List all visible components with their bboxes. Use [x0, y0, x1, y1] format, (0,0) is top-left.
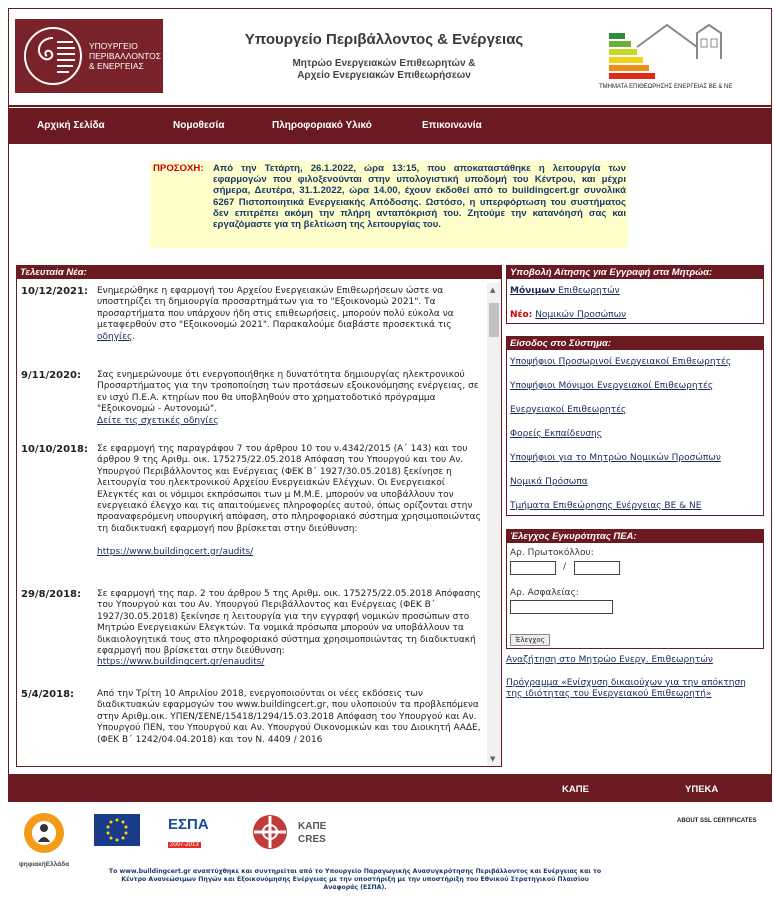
news-date: 29/8/2018:	[21, 589, 82, 600]
insurance-label: Αρ. Ασφαλείας:	[510, 588, 579, 598]
ministry-logo[interactable]	[15, 19, 163, 93]
protocol-number-input[interactable]	[510, 561, 556, 575]
news-text: Ενημερώθηκε η εφαρμογή του Αρχείου Ενεργειακών Επιθεωρήσεων ώστε να υποστηρίζει τη δημιουργία προσαρτημάτων για το "Εξοικονομώ 2021". Τα προσαρτήματα που υπάρχουν ήδη στις επιθεωρήσεις, μπορούν πολύ εύκολα να μεταφερθούν στο "Εξοικονομώ 2021". Παρακαλούμε διαβάστε προσεκτικά τις	[97, 286, 454, 331]
site-title: Υπουργείο Περιβάλλοντος & Ενέργειας	[244, 31, 524, 48]
news-date: 10/10/2018:	[21, 444, 88, 455]
footer-bar	[9, 774, 771, 802]
kape-cres-logo	[250, 812, 330, 852]
news-scrollbar[interactable]	[487, 283, 501, 766]
permanent-rest: Επιθεωρητών	[555, 286, 620, 296]
digital-greece-label: ψηφιακήΕλλάδα	[18, 861, 70, 868]
header	[9, 9, 771, 107]
news-body	[97, 286, 483, 343]
validity-check-title: Έλεγχος Εγκυρότητας ΠΕΑ:	[507, 530, 763, 544]
footer-text: Το www.buildingcert.gr αναπτύχθηκε και συντηρείται από το Υπουργείο Παραγωγικής Ανασυγκρότησης Περιβάλλοντος και Ενέργειας και το Κέντρο Ανανεώσιμων Πηγών και Εξοικονόμησης Ενέργειας με την υποστήριξη με την υποστήριξη του Εθνικού Στρατηγικού Πλαισίου Αναφοράς (ΕΣΠΑ).	[108, 868, 602, 891]
program-link[interactable]: Πρόγραμμα «Ενίσχυση δικαιούχων για την απόκτηση της ιδιότητας του Ενεργειακού Επιθεωρητή»	[506, 678, 746, 699]
news-link[interactable]: https://www.buildingcert.gr/audits/	[97, 546, 254, 557]
protocol-separator: /	[563, 562, 567, 572]
news-link[interactable]: Δείτε τις σχετικές οδηγίες	[97, 415, 219, 426]
logo-text-line: ΠΕΡΙΒΑΛΛΟΝΤΟΣ	[89, 51, 162, 61]
search-registry-link[interactable]: Αναζήτηση στο Μητρώο Ενεργ. Επιθεωρητών	[506, 655, 713, 665]
insurance-number-input[interactable]	[510, 600, 613, 614]
news-tail: .	[132, 331, 136, 342]
logo-text-line: & ΕΝΕΡΓΕΙΑΣ	[89, 61, 144, 71]
page-frame	[8, 8, 772, 802]
main-nav	[9, 108, 771, 144]
login-link[interactable]: Νομικά Πρόσωπα	[510, 477, 588, 487]
energy-rating-icon	[597, 19, 767, 83]
permanent-bold: Μόνιμων	[510, 286, 556, 296]
espa-years: 2007-2013	[170, 842, 199, 848]
eu-flag-logo	[94, 814, 140, 846]
registration-panel	[506, 265, 764, 324]
logo-text-line: ΥΠΟΥΡΓΕΙΟ	[89, 41, 138, 51]
news-link[interactable]: οδηγίες	[97, 331, 133, 342]
kape-icon	[250, 812, 290, 852]
news-date: 10/12/2021:	[21, 286, 88, 297]
news-list	[19, 282, 485, 766]
protocol-year-input[interactable]	[574, 561, 620, 575]
digital-greece-icon	[14, 810, 74, 856]
news-body: Από την Τρίτη 10 Απριλίου 2018, ενεργοποιούνται οι νέες εκδόσεις των διαδικτυακών εφαρμογών του www.buildingcert.gr, που υλοποιούν τα προβλεπόμενα στην Αριθμ.οικ. ΥΠΕΝ/ΣΕΝΕ/15418/1294/15.03.2018 Απόφαση του Υπουργού και Αν. Υπουργού ΠΕΝ, του Υπουργού και Αν. Υπουργού Οικονομικών και του Διοικητή ΑΑΔΕ, (ΦΕΚ Β΄ 1242/04.04.2018) και τον Ν. 4409 / 2016	[97, 689, 481, 745]
subtitle-line: Μητρώο Ενεργειακών Επιθεωρητών &	[292, 58, 476, 69]
news-text: Σας ενημερώνουμε ότι ενεργοποιήθηκε η δυνατότητα δημιουργίας ηλεκτρονικού Προσαρτήματος για την τροποποίηση των προτάσεων εξοικονόμησης ενέργειας, σε εν ισχύ Π.Ε.Α. κτηρίων που θα υποβληθούν στο χρηματοδοτικό πρόγραμμα "Εξοικονομώ - Αυτονομώ".	[97, 370, 479, 415]
cres-label: CRES	[298, 834, 326, 845]
news-body	[97, 370, 483, 427]
login-link[interactable]: Φορείς Εκπαίδευσης	[510, 429, 603, 439]
legal-entities-row	[510, 310, 626, 320]
ssl-certificates-link[interactable]: ABOUT SSL CERTIFICATES	[677, 818, 757, 824]
notice-box	[150, 161, 628, 248]
scroll-down-icon[interactable]: ▼	[490, 755, 496, 763]
subtitle-line: Αρχείο Ενεργειακών Επιθεωρήσεων	[297, 70, 471, 81]
login-link[interactable]: Τμήματα Επιθεώρησης Ενέργειας ΒΕ & ΝΕ	[510, 501, 702, 511]
validity-check-panel	[506, 529, 764, 649]
news-body	[97, 444, 483, 558]
login-link[interactable]: Υποψήφιοι για το Μητρώο Νομικών Προσώπων	[510, 453, 721, 463]
permanent-inspectors-link[interactable]	[510, 286, 620, 296]
news-text: Σε εφαρμογή της παραγράφου 7 του άρθρου 10 του ν.4342/2015 (Α΄ 143) και του άρθρου 9 της Αριθμ. οικ. 175275/22.05.2018 Απόφαση του Υπουργού και του Αν. Υπουργού Περιβάλλοντος και Ενέργειας (ΦΕΚ Β΄ 1927/30.05.2018) ξεκίνησε η λειτουργία του ηλεκτρονικού Αρχείου Ενεργειακών Ελέγχων. Οι Ενεργειακοί Ελεγκτές και οι νόμιμοι εκπρόσωποι των μ Μ.Μ.Ε. μπορούν να υποβάλλουν τον ενεργειακό έλεγχο και τις απαιτούμενες πληροφορίες αυτού, όπως ορίζονται στην προαναφερόμενη υπουργική απόφαση, στο πληροφοριακό σύστημα χρησιμοποιώντας τη διαδικτυακή εφαρμογή που βρίσκεται στην διεύθυνση:	[97, 444, 481, 534]
news-body	[97, 589, 483, 669]
news-text: Σε εφαρμογή της παρ. 2 του άρθρου 5 της Αριθμ. οικ. 175275/22.05.2018 Απόφασης του Υπουργού και του Αν. Υπουργού Περιβάλλοντος και Ενέργειας (ΦΕΚ Β΄ 1927/30.05.2018) ξεκίνησε η λειτουργία για την εγγραφή νομικών προσώπων στο Μητρώο Ενεργειακών Ελεγκτών. Τα νομικά πρόσωπα μπορούν να υποβάλλουν τα δικαιολογητικά τους στο πληροφοριακό σύστημα χρησιμοποιώντας τη διαδικτυακή εφαρμογή που βρίσκεται στην διεύθυνση:	[97, 589, 481, 657]
scroll-thumb[interactable]	[489, 303, 499, 337]
energy-logo-caption: ΤΜΗΜΑΤΑ ΕΠΙΘΕΩΡΗΣΗΣ ΕΝΕΡΓΕΙΑΣ ΒΕ & ΝΕ	[599, 84, 733, 90]
logo-text	[89, 41, 161, 71]
news-title: Τελευταία Νέα:	[17, 266, 501, 280]
login-title: Είσοδος στο Σύστημα:	[507, 337, 763, 351]
footer-link-ypeka[interactable]: ΥΠΕΚΑ	[685, 784, 719, 795]
nav-home[interactable]: Αρχική Σελίδα	[37, 120, 105, 131]
news-link[interactable]: https://www.buildingcert.gr/enaudits/	[97, 657, 265, 668]
kape-label: ΚΑΠΕ	[298, 821, 327, 832]
news-date: 5/4/2018:	[21, 689, 75, 700]
news-date: 9/11/2020:	[21, 370, 82, 381]
notice-label: ΠΡΟΣΟΧΗ:	[153, 163, 204, 174]
news-panel	[16, 265, 502, 767]
nav-info-material[interactable]: Πληροφοριακό Υλικό	[272, 120, 372, 131]
registration-title: Υποβολή Αίτησης για Εγγραφή στα Μητρώα:	[507, 266, 763, 280]
new-label: Νέο:	[510, 310, 533, 320]
espa-label: ΕΣΠΑ	[168, 816, 209, 833]
scroll-up-icon[interactable]: ▲	[490, 286, 496, 294]
login-link[interactable]: Υποψήφιοι Μόνιμοι Ενεργειακοί Επιθεωρητές	[510, 381, 714, 391]
protocol-label: Αρ. Πρωτοκόλλου:	[510, 548, 594, 558]
footer-link-kape[interactable]: ΚΑΠΕ	[562, 784, 589, 795]
digital-greece-logo	[14, 810, 74, 872]
eu-flag-icon	[94, 814, 140, 846]
energy-inspection-logo	[597, 19, 767, 95]
site-subtitle	[239, 58, 529, 82]
login-link[interactable]: Υποψήφιοι Προσωρινοί Ενεργειακοί Επιθεωρητές	[510, 357, 732, 367]
check-button[interactable]: Έλεγχος	[510, 634, 550, 646]
login-panel	[506, 336, 764, 516]
nav-contact[interactable]: Επικοινωνία	[422, 120, 482, 131]
legal-entities-link[interactable]: Νομικών Προσώπων	[535, 310, 627, 320]
notice-text: Από την Τετάρτη, 26.1.2022, ώρα 13:15, που αποκαταστάθηκε η λειτουργία των εφαρμογών που φιλοξενούνται στην υπολογιστική υποδομή του Κέντρου, και μέχρι σήμερα, Δευτέρα, 31.1.2022, ώρα 14.00, έχουν εκδοθεί από το buildingcert.gr συνολικά 6267 Πιστοποιητικά Ενεργειακής Απόδοσης. Ωστόσο, η υπερφόρτωση του συστήματος δεν επιτρέπει ακόμη την πλήρη ανταπόκρισή του. Ζητούμε την κατανόησή σας και εργαζόμαστε για τη βελτίωση της λειτουργίας του.	[213, 163, 626, 231]
ministry-emblem-icon	[21, 24, 85, 88]
nav-legislation[interactable]: Νομοθεσία	[173, 120, 225, 131]
login-link[interactable]: Ενεργειακοί Επιθεωρητές	[510, 405, 627, 415]
espa-logo	[168, 816, 230, 848]
